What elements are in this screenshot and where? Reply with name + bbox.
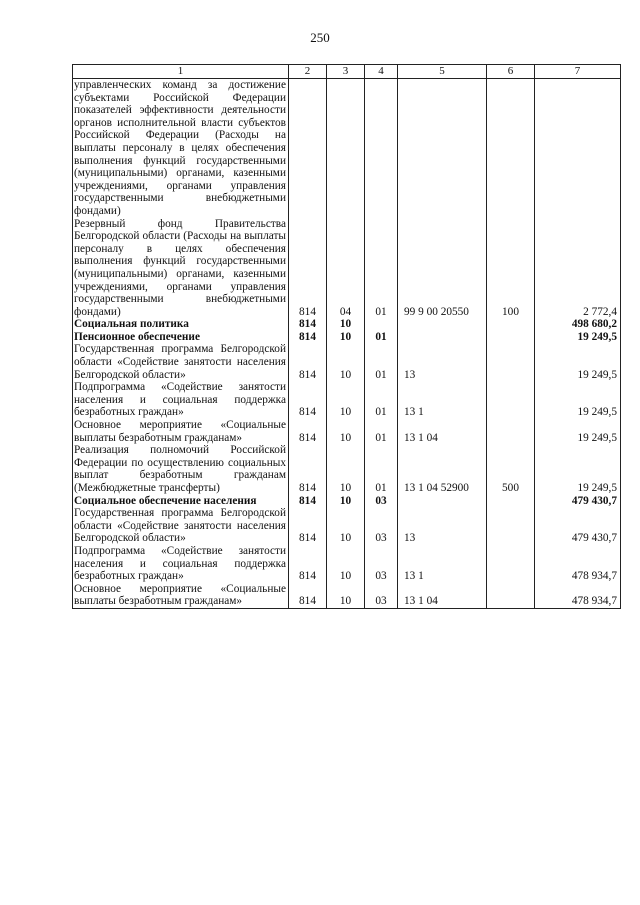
header-col-3: 3 [327, 65, 365, 79]
row-csr [398, 331, 487, 344]
row-amount: 19 249,5 [535, 381, 621, 419]
row-amount: 498 680,2 [535, 318, 621, 331]
row-rz: 10 [327, 495, 365, 508]
row-csr: 13 1 [398, 381, 487, 419]
table-body [73, 79, 621, 609]
row-gr: 814 [289, 495, 327, 508]
row-vr: 500 [487, 444, 535, 494]
header-col-5: 5 [398, 65, 487, 79]
row-vr [487, 545, 535, 583]
row-rz: 10 [327, 381, 365, 419]
row-rz: 10 [327, 583, 365, 609]
row-csr: 13 1 04 [398, 583, 487, 609]
row-vr [487, 381, 535, 419]
row-name: Подпрограмма «Содействие занятости населения и социальная поддержка безработных граждан» [73, 381, 289, 419]
row-csr: 13 [398, 507, 487, 545]
row-pr: 01 [365, 419, 398, 444]
table-row [73, 419, 621, 444]
row-name: Резервный фонд Правительства Белгородской области (Расходы на выплаты персоналу в целях обеспечения выполнения функций государственными (муниципальными) органами, казенными учреждениями, органами управления государственными внебюджетными фондами) [73, 218, 289, 319]
row-amount: 19 249,5 [535, 331, 621, 344]
row-gr: 814 [289, 318, 327, 331]
row-amount: 478 934,7 [535, 545, 621, 583]
row-pr: 01 [365, 331, 398, 344]
row-vr [487, 583, 535, 609]
row-name: Основное мероприятие «Социальные выплаты безработным гражданам» [73, 583, 289, 609]
row-amount: 478 934,7 [535, 583, 621, 609]
table-row [73, 381, 621, 419]
row-name: Социальная политика [73, 318, 289, 331]
row-pr [365, 79, 398, 218]
budget-table [72, 64, 621, 609]
row-rz: 04 [327, 218, 365, 319]
row-name: Основное мероприятие «Социальные выплаты безработным гражданам» [73, 419, 289, 444]
row-vr [487, 419, 535, 444]
row-pr [365, 318, 398, 331]
row-csr: 13 1 [398, 545, 487, 583]
header-col-2: 2 [289, 65, 327, 79]
row-rz: 10 [327, 444, 365, 494]
row-csr: 13 1 04 [398, 419, 487, 444]
row-vr: 100 [487, 218, 535, 319]
row-rz: 10 [327, 507, 365, 545]
row-pr: 03 [365, 495, 398, 508]
row-amount: 19 249,5 [535, 343, 621, 381]
row-rz [327, 79, 365, 218]
row-vr [487, 507, 535, 545]
row-pr: 03 [365, 545, 398, 583]
table-header [73, 65, 621, 79]
row-csr: 13 1 04 52900 [398, 444, 487, 494]
row-amount: 2 772,4 [535, 218, 621, 319]
row-rz: 10 [327, 331, 365, 344]
row-name: Социальное обеспечение населения [73, 495, 289, 508]
row-vr [487, 495, 535, 508]
row-csr [398, 495, 487, 508]
row-gr: 814 [289, 507, 327, 545]
table-row [73, 444, 621, 494]
row-vr [487, 318, 535, 331]
table-row [73, 318, 621, 331]
row-name: Государственная программа Белгородской области «Содействие занятости населения Белгородской области» [73, 507, 289, 545]
row-pr: 01 [365, 444, 398, 494]
row-amount: 19 249,5 [535, 419, 621, 444]
row-name: управленческих команд за достижение субъектами Российской Федерации показателей эффективности деятельности органов исполнительной власти субъектов Российской Федерации (Расходы на выплаты персоналу в целях обеспечения выполнения функций государственными (муниципальными) органами, казенными учреждениями, органами управления государственными внебюджетными фондами) [73, 79, 289, 218]
row-gr: 814 [289, 343, 327, 381]
row-csr [398, 79, 487, 218]
row-csr: 13 [398, 343, 487, 381]
header-row [73, 65, 621, 79]
row-gr [289, 79, 327, 218]
table-row [73, 79, 621, 218]
table-row [73, 583, 621, 609]
row-gr: 814 [289, 545, 327, 583]
row-csr: 99 9 00 20550 [398, 218, 487, 319]
row-rz: 10 [327, 419, 365, 444]
row-gr: 814 [289, 444, 327, 494]
row-gr: 814 [289, 331, 327, 344]
row-pr: 03 [365, 583, 398, 609]
page-number: 250 [310, 30, 330, 45]
row-gr: 814 [289, 419, 327, 444]
row-vr [487, 343, 535, 381]
row-gr: 814 [289, 381, 327, 419]
row-gr: 814 [289, 218, 327, 319]
row-name: Реализация полномочий Российской Федерации по осуществлению социальных выплат безработным гражданам (Межбюджетные трансферты) [73, 444, 289, 494]
row-name: Пенсионное обеспечение [73, 331, 289, 344]
row-gr: 814 [289, 583, 327, 609]
header-col-1: 1 [73, 65, 289, 79]
table-row [73, 545, 621, 583]
row-rz: 10 [327, 318, 365, 331]
row-name: Государственная программа Белгородской области «Содействие занятости населения Белгородской области» [73, 343, 289, 381]
table-row [73, 218, 621, 319]
row-csr [398, 318, 487, 331]
row-rz: 10 [327, 343, 365, 381]
row-pr: 01 [365, 343, 398, 381]
header-col-7: 7 [535, 65, 621, 79]
row-rz: 10 [327, 545, 365, 583]
table-row [73, 495, 621, 508]
table-row [73, 343, 621, 381]
header-col-4: 4 [365, 65, 398, 79]
header-col-6: 6 [487, 65, 535, 79]
table-row [73, 507, 621, 545]
row-pr: 03 [365, 507, 398, 545]
row-amount [535, 79, 621, 218]
row-pr: 01 [365, 381, 398, 419]
row-vr [487, 79, 535, 218]
row-pr: 01 [365, 218, 398, 319]
row-amount: 479 430,7 [535, 495, 621, 508]
row-amount: 479 430,7 [535, 507, 621, 545]
table-row [73, 331, 621, 344]
row-vr [487, 331, 535, 344]
row-amount: 19 249,5 [535, 444, 621, 494]
row-name: Подпрограмма «Содействие занятости населения и социальная поддержка безработных граждан» [73, 545, 289, 583]
